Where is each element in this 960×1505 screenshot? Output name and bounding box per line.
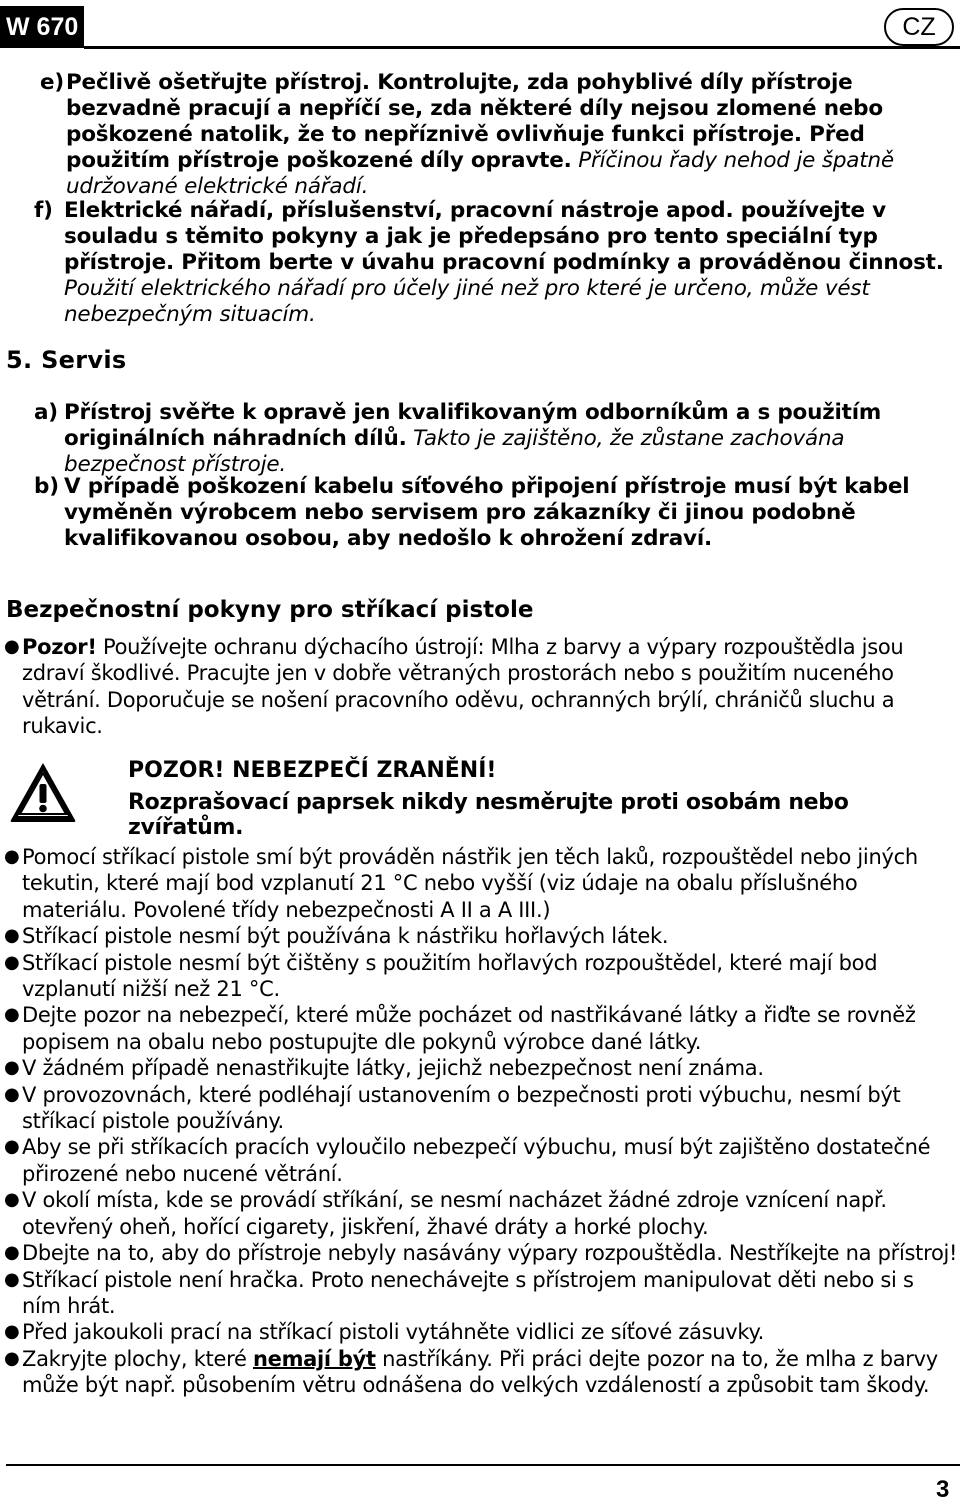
bullet-icon: ●	[4, 1083, 20, 1105]
item-bold-text: Pečlivě ošetřujte přístroj. Kontrolujte, zda pohyblivé díly přístroje bezvadně pracují a nepříčí se, zda některé díly nejsou zlomené nebo poškozené natolik, že to nepříznivě ovlivňuje funkci přístroje. Před použitím přístroje poškozené díly opravte.	[66, 70, 883, 173]
bullet-icon: ●	[4, 846, 20, 867]
bullet-icon: ●	[4, 1057, 20, 1079]
header-rule	[84, 46, 960, 49]
footer-rule	[6, 1464, 960, 1466]
list-item: ● Před jakoukoli prací na stříkací pistoli vytáhněte vidlici ze síťové zásuvky.	[4, 1320, 765, 1345]
list-item: ● Aby se při stříkacích pracích vyloučilo nebezpečí výbuchu, musí být zajištěno dostatečné přirozené nebo nucené větrání.	[4, 1135, 931, 1186]
caution-text: Používejte ochranu dýchacího ústrojí: Mlha z barvy a výpary rozpouštědla jsou zdraví škodlivé. Pracujte jen v dobře větraných prostorách nebo s použitím nuceného větrání. Doporučuje se nošení pracovního oděvu, ochranných brýlí, chráničů sluchu a rukavic.	[22, 635, 904, 739]
list-item: ● Stříkací pistole nesmí být čištěny s použitím hořlavých rozpouštědel, které mají bod vzplanutí nižší než 21 °C.	[4, 950, 878, 1002]
item-italic-text: Použití elektrického nářadí pro účely jiné než pro které je určeno, může vést nebezpečným situacím.	[64, 276, 870, 327]
item-italic-text: Takto je zajištěno, že zůstane zachována bezpečnost přístroje.	[64, 426, 845, 477]
item-label: a)	[34, 400, 58, 425]
language-badge: CZ	[884, 8, 954, 46]
bullet-icon: ●	[4, 1004, 20, 1026]
warning-text: Rozprašovací paprsek nikdy nesměrujte proti osobám nebo zvířatům.	[128, 790, 849, 840]
warning-title: POZOR! NEBEZPEČÍ ZRANĚNÍ!	[128, 758, 497, 783]
bullet-list	[4, 844, 958, 1399]
list-item: ● V okolí místa, kde se provádí stříkání, se nesmí nacházet žádné zdroje vznícení např. otevřený oheň, hořící cigarety, jiskření, žhavé dráty a horké plochy.	[4, 1188, 887, 1239]
item-bold-text: Elektrické nářadí, příslušenství, pracovní nástroje apod. používejte v souladu s těmito pokyny a jak je předepsáno pro tento speciální typ přístroje. Přitom berte v úvahu pracovní podmínky a prováděnou činnost.	[64, 198, 944, 275]
caution-label: Pozor!	[22, 635, 97, 659]
safety-item-e	[40, 70, 955, 200]
underlined-emphasis: nemají být	[252, 1346, 376, 1371]
list-item: ● V žádném případě nenastřikujte látky, jejichž nebezpečnost není známa.	[4, 1056, 764, 1081]
item-bold-text: Přístroj svěřte k opravě jen kvalifikovaným odborníkům a s použitím originálních náhradních dílů.	[64, 400, 882, 451]
bullet-icon: ●	[4, 1268, 20, 1290]
item-label: f)	[34, 198, 53, 223]
warning-triangle-icon	[8, 760, 78, 824]
bullet-icon: ●	[4, 636, 20, 657]
bullet-icon: ●	[4, 1347, 20, 1369]
list-item: ● Stříkací pistole není hračka. Proto nenechávejte s přístrojem manipulovat děti nebo si s ním hrát.	[4, 1267, 914, 1318]
bullet-icon: ●	[4, 1189, 20, 1211]
bullet-icon: ●	[4, 1321, 20, 1343]
page-number: 3	[936, 1476, 950, 1503]
item-label: e)	[40, 70, 65, 95]
bullet-icon: ●	[4, 1136, 20, 1158]
bullet-icon: ●	[4, 951, 20, 973]
bullet-icon: ●	[4, 925, 20, 947]
safety-item-f	[34, 198, 959, 328]
list-item: ● V provozovnách, které podléhají ustanovením o bezpečnosti proti výbuchu, nesmí být stříkací pistole používány.	[4, 1082, 901, 1134]
caution-paragraph	[4, 634, 956, 740]
section-title: 5. Servis	[6, 346, 127, 374]
item-bold-text: V případě poškození kabelu síťového připojení přístroje musí být kabel vyměněn výrobcem nebo servisem pro zákazníky či jinou podobně kvalifikovanou osobou, aby nedošlo k ohrožení zdraví.	[64, 474, 910, 551]
list-item: ● Pomocí stříkací pistole smí být prováděn nástřik jen těch laků, rozpouštědel nebo jiných tekutin, které mají bod vzplanutí 21 °C nebo vyšší (viz údaje na obalu příslušného materiálu. Povolené třídy nebezpečnosti A II a A III.)	[4, 845, 918, 922]
bullet-icon: ●	[4, 1242, 20, 1264]
model-badge: W 670	[0, 6, 84, 48]
list-item: ● Dbejte na to, aby do přístroje nebyly nasávány výpary rozpouštědla. Nestříkejte na přístroj!	[4, 1241, 958, 1266]
list-item: ● Stříkací pistole nesmí být používána k nástřiku hořlavých látek.	[4, 924, 669, 949]
list-item: ● Zakryjte plochy, které nemají být nastříkány. Při práci dejte pozor na to, že mlha z barvy může být např. působením větru odnášena do velkých vzdáleností a způsobit tam škody.	[4, 1346, 938, 1398]
item-italic-text: Příčinou řady nehod je špatně udržované elektrické nářadí.	[66, 148, 894, 199]
list-item: ● Dejte pozor na nebezpečí, které může pocházet od nastřikávané látky a řiďte se rovněž popisem na obalu nebo postupujte dle pokynů výrobce dané látky.	[4, 1003, 916, 1054]
service-item-b	[34, 474, 914, 552]
item-label: b)	[34, 474, 59, 499]
spray-gun-heading: Bezpečnostní pokyny pro stříkací pistole	[6, 597, 534, 623]
service-item-a	[34, 400, 954, 478]
